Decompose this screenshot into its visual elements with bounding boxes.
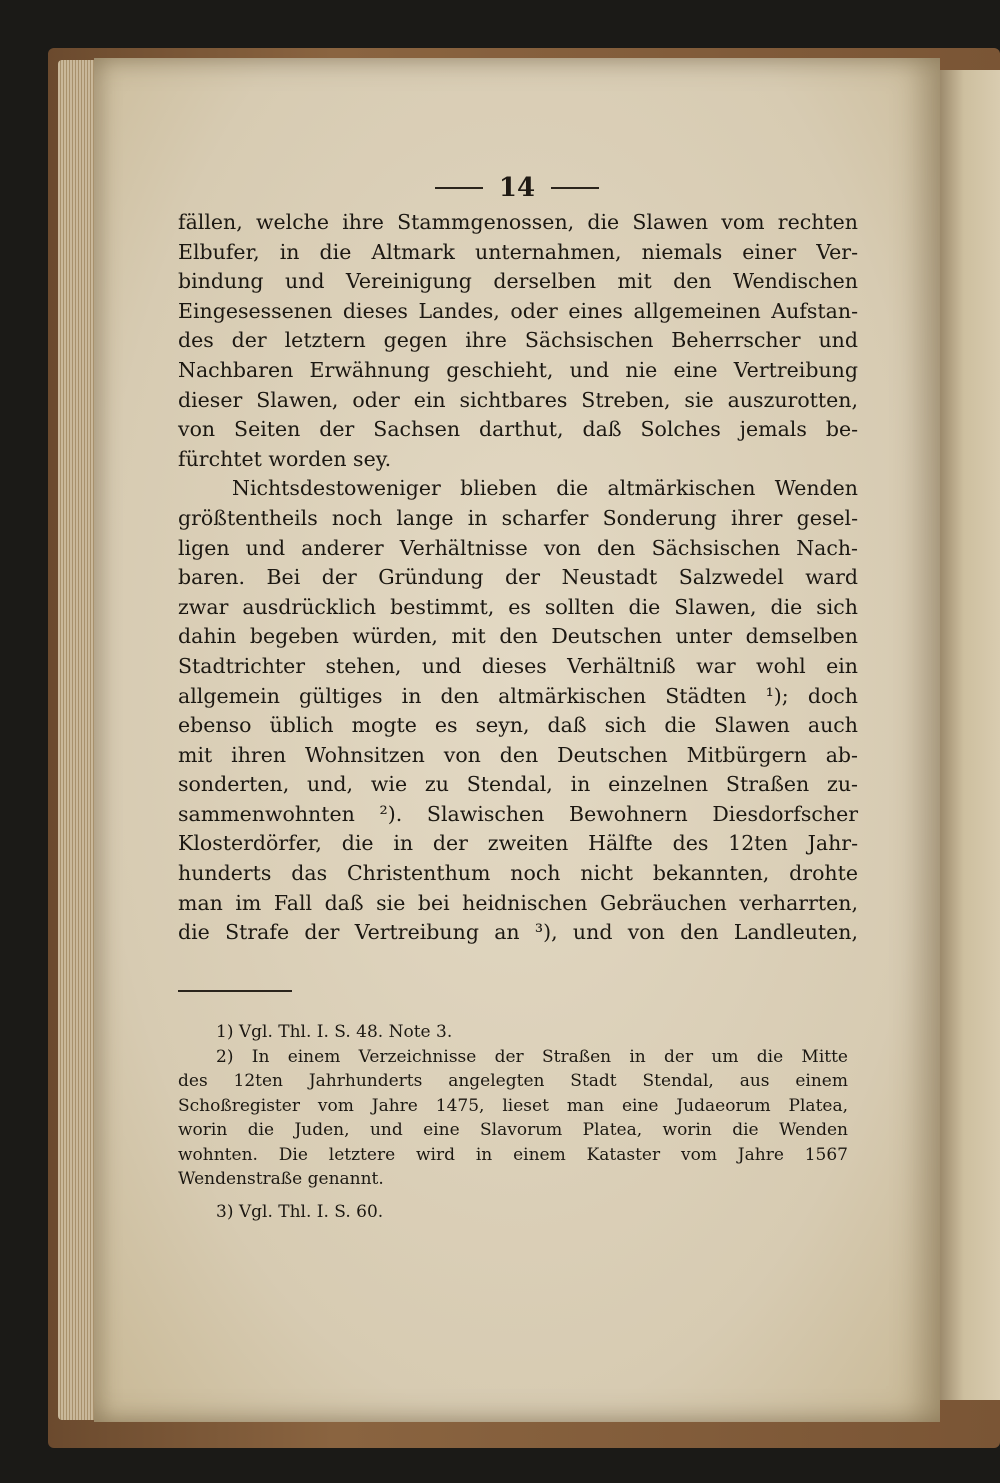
footnote-2-line: Wendenstraße genannt. [178, 1169, 384, 1189]
text-line: fürchtet worden sey. [178, 446, 392, 471]
footnote-1: 1) Vgl. Thl. I. S. 48. Note 3. [216, 1022, 453, 1042]
text-line: größtentheils noch lange in scharfer Sonderung ihrer gesel- [178, 505, 858, 530]
text-line: man im Fall daß sie bei heidnischen Gebräuchen verharrten, [178, 890, 858, 915]
text-line: mit ihren Wohnsitzen von den Deutschen Mitbürgern ab- [178, 742, 858, 767]
text-line: fällen, welche ihre Stammgenossen, die Slawen vom rechten [178, 210, 858, 234]
footnotes [178, 1020, 848, 1224]
footnote-2-line: des 12ten Jahrhunderts angelegten Stadt Stendal, aus einem [178, 1071, 848, 1091]
page-edges [58, 60, 98, 1420]
footnote-rule [178, 990, 292, 992]
footnote-2-line: Schoßregister vom Jahre 1475, lieset man eine Judaeorum Platea, [178, 1095, 848, 1116]
text-line: Nichtsdestoweniger blieben die altmärkischen Wenden [232, 476, 858, 501]
text-line: zwar ausdrücklich bestimmt, es sollten die Slawen, die sich [178, 594, 858, 619]
text-line: Elbufer, in die Altmark unternahmen, niemals einer Ver- [178, 239, 858, 264]
body-text [178, 208, 858, 948]
footnote-2-line: worin die Juden, und eine Slavorum Platea, worin die Wenden [178, 1120, 848, 1140]
text-line: Eingesessenen dieses Landes, oder eines allgemeinen Aufstan- [178, 298, 858, 323]
page-number: 14 [498, 173, 536, 203]
footnote-2-line: 2) In einem Verzeichnisse der Straßen in der um die Mitte [216, 1046, 848, 1067]
text-line: Klosterdörfer, die in der zweiten Hälfte des 12ten Jahr- [178, 831, 858, 856]
facing-page-edge [940, 70, 1000, 1400]
page-header [94, 166, 940, 210]
text-line: baren. Bei der Gründung der Neustadt Salzwedel ward [178, 565, 858, 590]
text-line: des der letztern gegen ihre Sächsischen Beherrscher und [178, 328, 858, 353]
text-line: dieser Slawen, oder ein sichtbares Streben, sie auszurotten, [178, 387, 858, 412]
text-line: ebenso üblich mogte es seyn, daß sich die Slawen auch [178, 713, 858, 738]
footnote-2-line: wohnten. Die letztere wird in einem Kataster vom Jahre 1567 [178, 1144, 848, 1165]
text-line: bindung und Vereinigung derselben mit den Wendischen [178, 269, 858, 294]
text-line: Nachbaren Erwähnung geschieht, und nie eine Vertreibung [178, 357, 858, 382]
text-line: von Seiten der Sachsen darthut, daß Solches jemals be- [178, 417, 858, 442]
text-line: Stadtrichter stehen, und dieses Verhältniß war wohl ein [178, 653, 858, 678]
text-line: die Strafe der Vertreibung an ³), und von den Landleuten, [178, 920, 858, 945]
header-dash-left [435, 187, 483, 189]
text-line: ligen und anderer Verhältnisse von den Sächsischen Nach- [178, 535, 858, 560]
text-line: sammenwohnten ²). Slawischen Bewohnern Diesdorfscher [178, 801, 858, 826]
text-line: dahin begeben würden, mit den Deutschen unter demselben [178, 624, 858, 649]
text-line: sonderten, und, wie zu Stendal, in einzelnen Straßen zu- [178, 772, 858, 797]
header-dash-right [551, 187, 599, 189]
text-line: hunderts das Christenthum noch nicht bekannten, drohte [178, 861, 858, 886]
footnote-3: 3) Vgl. Thl. I. S. 60. [216, 1201, 384, 1222]
text-line: allgemein gültiges in den altmärkischen Städten ¹); doch [178, 683, 858, 708]
